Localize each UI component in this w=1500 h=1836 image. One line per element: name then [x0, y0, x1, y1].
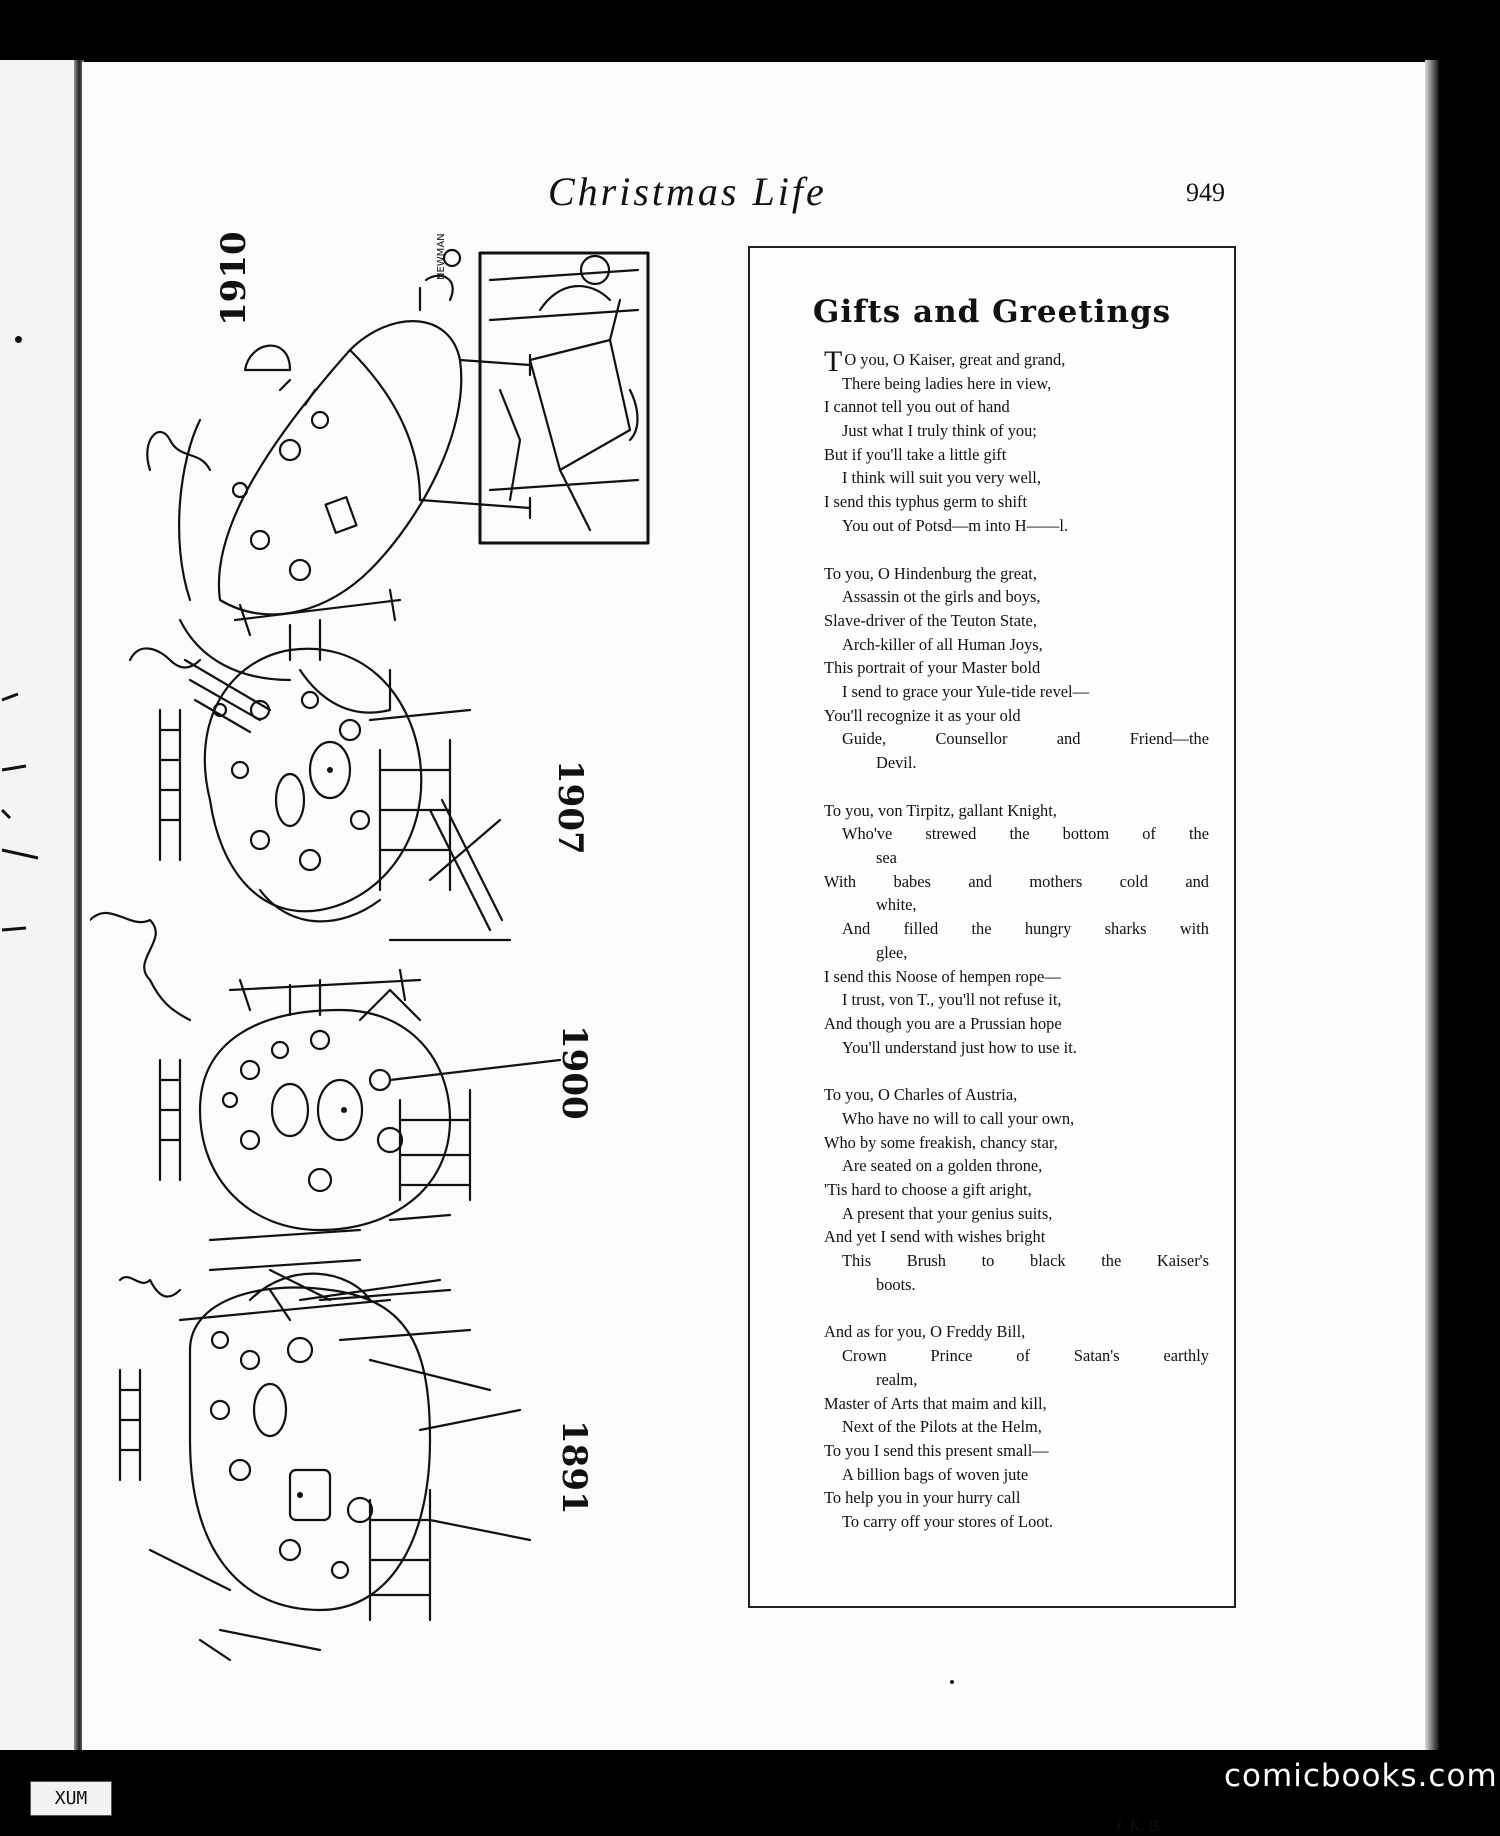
poem-line: Who by some freakish, chancy star,	[824, 1132, 1058, 1152]
poem-line: I think will suit you very well,	[842, 468, 1041, 488]
stanza	[824, 1320, 1209, 1533]
poem-line: Crown Prince of Satan's earthly	[842, 1346, 1209, 1366]
poem-line: This Brush to black the Kaiser's	[842, 1251, 1209, 1271]
poem-line: glee,	[876, 942, 908, 962]
facing-page-fragment	[0, 690, 46, 950]
poem-line: Guide, Counsellor and Friend—the	[842, 729, 1209, 749]
artist-signature: NEWMAN	[436, 233, 447, 280]
poem-line: 'Tis hard to choose a gift aright,	[824, 1180, 1032, 1199]
stanza	[824, 345, 1209, 538]
stanza	[824, 562, 1209, 775]
poem-line: To you, O Charles of Austria,	[824, 1085, 1018, 1105]
poem-line: I send this Noose of hempen rope—	[824, 966, 1061, 986]
poem-line: Master of Arts that maim and kill,	[824, 1393, 1047, 1413]
poem-line: T O you, O Kaiser, great and grand,	[824, 345, 1066, 378]
poem-line: To you, O Hindenburg the great,	[824, 563, 1037, 583]
poem-line: realm,	[876, 1369, 918, 1389]
poem-line: I cannot tell you out of hand	[824, 397, 1010, 417]
poem-line: To carry off your stores of Loot.	[842, 1511, 1054, 1531]
stanza	[824, 799, 1209, 1060]
poem-line: Slave-driver of the Teuton State,	[824, 610, 1037, 630]
margin-mark	[950, 1680, 954, 1684]
poem-body	[824, 345, 1209, 1558]
poem-title: Gifts and Greetings	[812, 294, 1172, 330]
poem-line: To help you in your hurry call	[824, 1488, 1021, 1508]
stanza	[824, 1083, 1209, 1296]
poem-line: There being ladies here in view,	[842, 373, 1052, 393]
poem-line: Arch-killer of all Human Joys,	[842, 634, 1043, 654]
corner-tag: XUM	[30, 1781, 112, 1816]
drop-cap: T	[824, 345, 843, 378]
poem-line: And yet I send with wishes bright	[824, 1227, 1046, 1247]
poem-line: Are seated on a golden throne,	[842, 1156, 1043, 1176]
poem-line: sea	[876, 848, 897, 868]
poem-line: To you, von Tirpitz, gallant Knight,	[824, 800, 1057, 820]
poem-line: I send this typhus germ to shift	[824, 492, 1028, 512]
poem-line: Who've strewed the bottom of the	[842, 824, 1209, 844]
poem-line: A billion bags of woven jute	[842, 1464, 1029, 1484]
poem-signature: J. K. B.	[1114, 1818, 1162, 1835]
year-label-1907: 1907	[550, 760, 590, 855]
cartoon-illustrations	[90, 231, 690, 1670]
poem-line: And though you are a Prussian hope	[824, 1013, 1062, 1033]
poem-line: Just what I truly think of you;	[842, 421, 1037, 441]
year-label-1891: 1891	[554, 1420, 594, 1515]
poem-line: A present that your genius suits,	[842, 1203, 1053, 1223]
margin-mark	[15, 336, 22, 343]
running-header-title: Christmas Life	[548, 169, 827, 214]
poem-line: But if you'll take a little gift	[824, 444, 1007, 464]
table-1900	[90, 913, 560, 1300]
poem-line: white,	[876, 895, 917, 915]
poem-line: You out of Potsd—m into H——l.	[842, 515, 1069, 535]
watermark: comicbooks.com	[1224, 1758, 1498, 1794]
poem-line: And filled the hungry sharks with	[842, 919, 1209, 939]
table-1907	[130, 590, 510, 940]
poem-line: I trust, von T., you'll not refuse it,	[842, 990, 1062, 1010]
poem-box	[748, 246, 1236, 1835]
poem-line: Next of the Pilots at the Helm,	[842, 1417, 1042, 1437]
poem-line: Assassin ot the girls and boys,	[842, 587, 1041, 607]
poem-line: To you I send this present small—	[824, 1440, 1049, 1460]
poem-line: I send to grace your Yule-tide revel—	[842, 681, 1089, 701]
poem-line: You'll understand just how to use it.	[842, 1037, 1077, 1057]
poem-line: This portrait of your Master bold	[824, 658, 1041, 678]
table-1891	[120, 1274, 530, 1660]
poem-line: boots.	[876, 1274, 916, 1294]
year-label-1900: 1900	[554, 1025, 594, 1120]
poem-line: With babes and mothers cold and	[824, 871, 1209, 891]
page-right-edge	[1425, 60, 1439, 1750]
poem-line: And as for you, O Freddy Bill,	[824, 1322, 1026, 1342]
framed-inset-1910	[480, 253, 648, 543]
poem-line: Devil.	[876, 753, 917, 772]
year-label-1910: 1910	[214, 231, 254, 326]
poem-line: Who have no will to call your own,	[842, 1108, 1075, 1128]
table-1910	[147, 321, 530, 732]
page-number: 949	[1186, 178, 1225, 207]
poem-line: You'll recognize it as your old	[824, 705, 1021, 725]
dinner-tables-drawing	[90, 240, 690, 1670]
